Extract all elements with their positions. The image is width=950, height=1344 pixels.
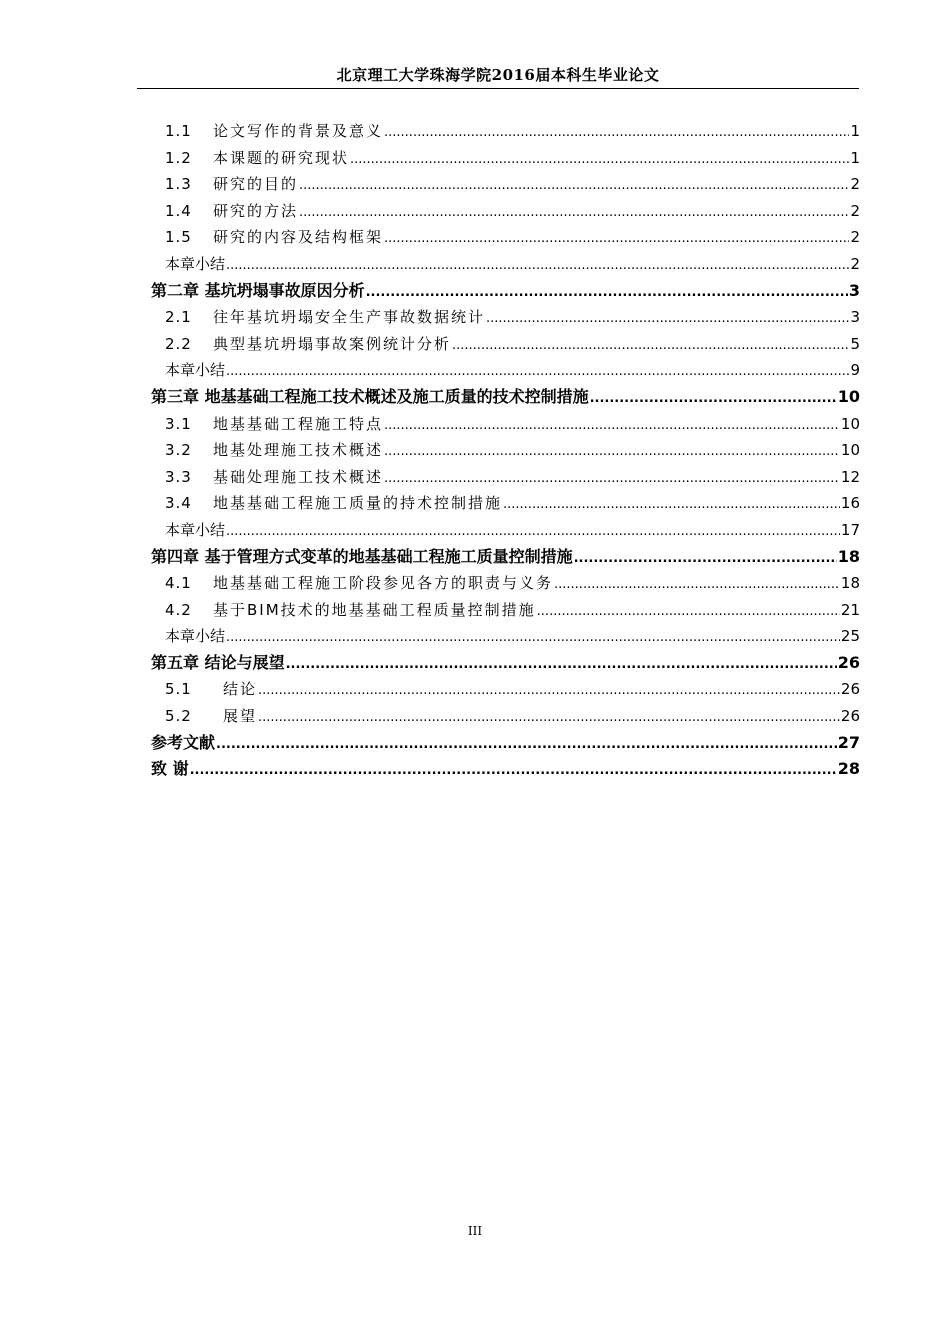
- toc-entry-number: 4.1: [165, 574, 192, 593]
- header-title: 北京理工大学珠海学院2016届本科生毕业论文: [336, 66, 660, 84]
- toc-entry-page: 10: [840, 414, 860, 433]
- toc-leader-dots: [226, 253, 849, 280]
- toc-entry-title: 研究的目的: [213, 175, 299, 194]
- page-footer: [0, 1224, 950, 1238]
- toc-entry[interactable]: [151, 544, 860, 571]
- toc-leader-dots: [366, 280, 848, 307]
- toc-entry[interactable]: [151, 251, 860, 278]
- toc-entry[interactable]: [151, 278, 860, 305]
- toc-entry-title: 结论: [223, 680, 258, 699]
- toc-entry-number: 1.2: [165, 148, 192, 167]
- page-number: III: [467, 1224, 483, 1238]
- toc-entry[interactable]: [151, 331, 860, 358]
- toc-leader-dots: [554, 572, 840, 599]
- toc-entry-number: 3.3: [165, 467, 192, 486]
- toc-entry[interactable]: [151, 650, 860, 677]
- toc-entry[interactable]: [151, 171, 860, 198]
- toc-entry-page: 28: [837, 759, 860, 779]
- toc-leader-dots: [384, 466, 840, 493]
- toc-leader-dots: [486, 306, 849, 333]
- toc-entry[interactable]: [151, 384, 860, 411]
- toc-entry[interactable]: [151, 224, 860, 251]
- toc-entry-title: 本章小结: [165, 361, 226, 380]
- toc-entry[interactable]: [151, 597, 860, 624]
- toc-entry-number: 1.1: [165, 122, 192, 140]
- toc-entry-title: 本章小结: [165, 254, 226, 273]
- toc-entry-number: 5.2: [165, 707, 192, 726]
- toc-entry-title: 研究的内容及结构框架: [213, 228, 384, 247]
- toc-entry-title: 基于BIM技术的地基基础工程质量控制措施: [213, 600, 536, 619]
- toc-entry[interactable]: [151, 676, 860, 703]
- toc-entry-title: 本章小结: [165, 627, 226, 646]
- toc-entry-title: 第三章 地基基础工程施工技术概述及施工质量的技术控制措施: [151, 386, 589, 406]
- toc-entry-page: 16: [840, 494, 860, 513]
- page-header: [137, 62, 859, 89]
- toc-leader-dots: [574, 546, 837, 573]
- toc-entry-title: 参考文献: [151, 732, 216, 752]
- toc-leader-dots: [299, 200, 849, 227]
- toc-entry-page: 21: [840, 600, 860, 619]
- toc-entry-title: 地基基础工程施工阶段参见各方的职责与义务: [213, 574, 554, 593]
- toc-leader-dots: [226, 359, 849, 386]
- toc-leader-dots: [590, 386, 837, 413]
- toc-entry[interactable]: [151, 437, 860, 464]
- toc-entry-page: 3: [850, 308, 860, 327]
- toc-leader-dots: [286, 652, 837, 679]
- toc-entry-page: 9: [850, 361, 860, 380]
- toc-entry-title: 地基基础工程施工质量的持术控制措施: [213, 494, 503, 513]
- toc-entry-page: 2: [850, 228, 860, 247]
- toc-entry-page: 2: [850, 201, 860, 220]
- toc-entry-page: 17: [840, 520, 860, 539]
- toc-entry-title: 第五章 结论与展望: [151, 652, 285, 672]
- toc-entry-page: 5: [850, 334, 860, 353]
- toc-entry-page: 26: [840, 707, 860, 726]
- toc-leader-dots: [190, 758, 837, 785]
- toc-entry-page: 26: [837, 652, 860, 672]
- toc-entry-title: 第二章 基坑坍塌事故原因分析: [151, 280, 365, 300]
- toc-entry-title: 展望: [223, 707, 258, 726]
- toc-entry[interactable]: [151, 517, 860, 544]
- toc-entry-page: 12: [840, 467, 860, 486]
- toc-leader-dots: [503, 492, 840, 519]
- toc-leader-dots: [384, 413, 840, 440]
- toc-leader-dots: [216, 732, 837, 759]
- toc-entry-page: 1: [850, 122, 860, 140]
- toc-entry[interactable]: [151, 198, 860, 225]
- toc-entry-title: 论文写作的背景及意义: [213, 122, 384, 140]
- toc-entry-title: 研究的方法: [213, 201, 299, 220]
- toc-entry[interactable]: [151, 570, 860, 597]
- table-of-contents: [151, 118, 860, 783]
- toc-leader-dots: [537, 599, 840, 626]
- toc-entry[interactable]: [151, 730, 860, 757]
- toc-entry-number: 2.2: [165, 334, 192, 353]
- toc-entry[interactable]: [151, 304, 860, 331]
- toc-entry-page: 3: [848, 280, 860, 300]
- toc-entry-number: 5.1: [165, 680, 192, 699]
- toc-entry-page: 10: [837, 386, 860, 406]
- toc-leader-dots: [384, 120, 849, 147]
- toc-entry[interactable]: [151, 145, 860, 172]
- toc-entry[interactable]: [151, 357, 860, 384]
- toc-leader-dots: [258, 678, 840, 705]
- toc-entry-title: 本章小结: [165, 520, 226, 539]
- toc-entry-page: 27: [837, 732, 860, 752]
- toc-leader-dots: [384, 226, 849, 253]
- toc-entry-number: 1.4: [165, 201, 192, 220]
- toc-entry-page: 18: [837, 546, 860, 566]
- toc-entry-number: 2.1: [165, 308, 192, 327]
- toc-leader-dots: [258, 705, 840, 732]
- toc-entry-page: 2: [850, 175, 860, 194]
- toc-entry[interactable]: [151, 703, 860, 730]
- toc-entry-number: 1.3: [165, 175, 192, 194]
- toc-entry-page: 1: [850, 148, 860, 167]
- toc-entry-title: 致 谢: [151, 759, 189, 779]
- toc-entry[interactable]: [151, 411, 860, 438]
- toc-entry[interactable]: [151, 623, 860, 650]
- toc-entry-page: 18: [840, 574, 860, 593]
- toc-leader-dots: [226, 625, 840, 652]
- toc-entry-title: 典型基坑坍塌事故案例统计分析: [213, 334, 452, 353]
- toc-entry-number: 4.2: [165, 600, 192, 619]
- toc-entry-title: 第四章 基于管理方式变革的地基基础工程施工质量控制措施: [151, 546, 573, 566]
- toc-entry-title: 本课题的研究现状: [213, 148, 350, 167]
- toc-entry[interactable]: [151, 490, 860, 517]
- toc-entry-number: 3.4: [165, 494, 192, 513]
- toc-entry-page: 10: [840, 441, 860, 460]
- toc-entry-page: 2: [850, 254, 860, 273]
- toc-entry-page: 25: [840, 627, 860, 646]
- toc-leader-dots: [299, 173, 849, 200]
- toc-entry[interactable]: [151, 756, 860, 783]
- toc-entry-title: 往年基坑坍塌安全生产事故数据统计: [213, 308, 486, 327]
- toc-entry-page: 26: [840, 680, 860, 699]
- toc-entry-title: 基础处理施工技术概述: [213, 467, 384, 486]
- toc-entry-title: 地基处理施工技术概述: [213, 441, 384, 460]
- toc-leader-dots: [226, 519, 840, 546]
- toc-entry-number: 1.5: [165, 228, 192, 247]
- toc-entry[interactable]: [151, 464, 860, 491]
- toc-entry-number: 3.2: [165, 441, 192, 460]
- toc-entry-title: 地基基础工程施工特点: [213, 414, 384, 433]
- toc-entry[interactable]: [151, 118, 860, 145]
- toc-leader-dots: [350, 147, 849, 174]
- toc-leader-dots: [452, 333, 849, 360]
- toc-leader-dots: [384, 439, 840, 466]
- toc-entry-number: 3.1: [165, 414, 192, 433]
